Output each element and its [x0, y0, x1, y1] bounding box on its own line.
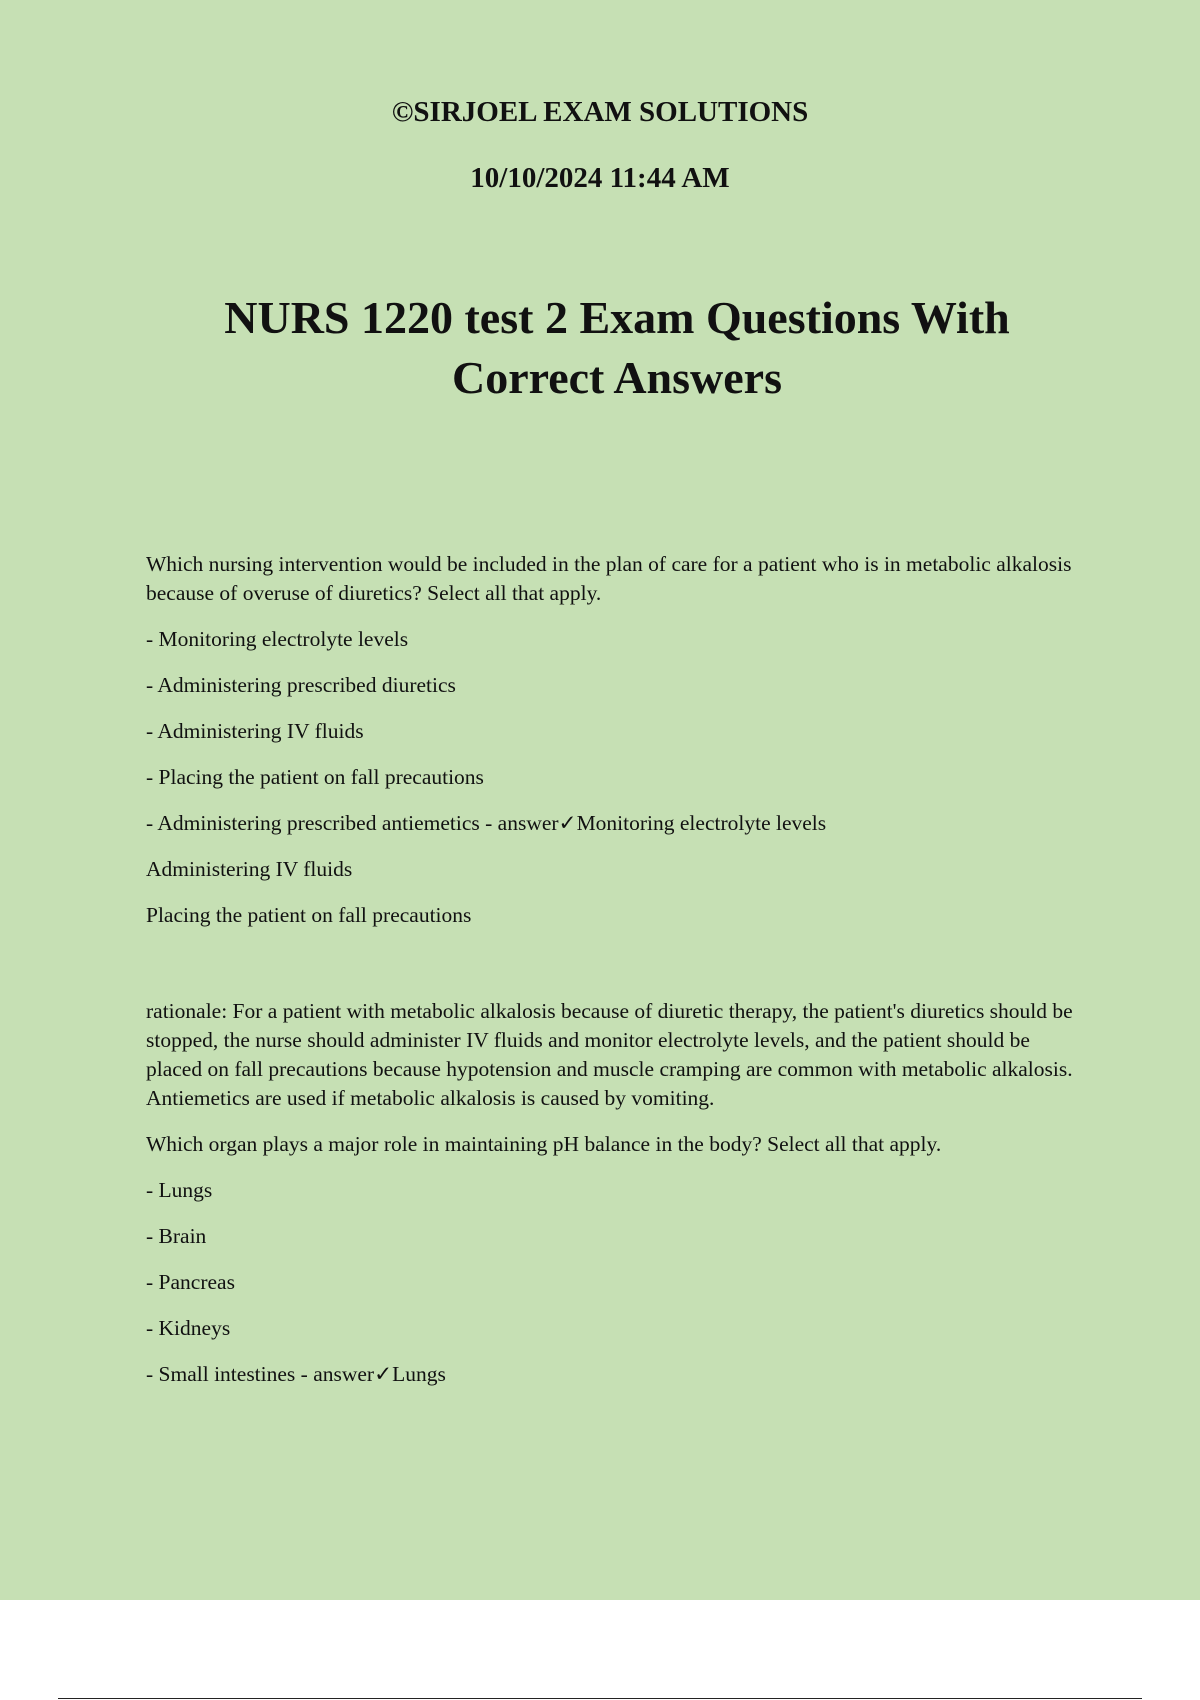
- document-title: NURS 1220 test 2 Exam Questions With Correct Answers: [224, 292, 1010, 403]
- date-time-header: 10/10/2024 11:44 AM: [470, 162, 730, 194]
- answer-option: - Kidneys: [146, 1316, 231, 1340]
- answer-option: - Pancreas: [146, 1270, 235, 1294]
- correct-answer: Administering IV fluids: [146, 857, 353, 881]
- answer-option: - Brain: [146, 1224, 207, 1248]
- brand-header: ©SIRJOEL EXAM SOLUTIONS: [391, 96, 809, 128]
- document-body: [146, 550, 1086, 1406]
- answer-option: - Lungs: [146, 1178, 213, 1202]
- correct-answer: Placing the patient on fall precautions: [146, 903, 472, 927]
- answer-option: - Placing the patient on fall precautions: [146, 765, 484, 789]
- rationale-text: rationale: For a patient with metabolic alkalosis because of diuretic therapy, the patient's diuretics should be stopped, the nurse should administer IV fluids and monitor electrolyte levels, and the patient should be placed on fall precautions because hypotension and muscle cramping are common with metabolic alkalosis. Antiemetics are used if metabolic alkalosis is caused by vomiting.: [146, 999, 1073, 1110]
- answer-option: - Administering prescribed diuretics: [146, 673, 456, 697]
- answer-option: - Administering IV fluids: [146, 719, 364, 743]
- answer-option: - Small intestines - answer✓Lungs: [146, 1362, 446, 1386]
- question-text: Which nursing intervention would be included in the plan of care for a patient who is in metabolic alkalosis because of overuse of diuretics? Select all that apply.: [146, 552, 1072, 605]
- question-text: Which organ plays a major role in maintaining pH balance in the body? Select all that apply.: [146, 1132, 942, 1156]
- answer-option: - Monitoring electrolyte levels: [146, 627, 409, 651]
- page-divider: [58, 1698, 1142, 1699]
- answer-option: - Administering prescribed antiemetics - answer✓Monitoring electrolyte levels: [146, 811, 827, 835]
